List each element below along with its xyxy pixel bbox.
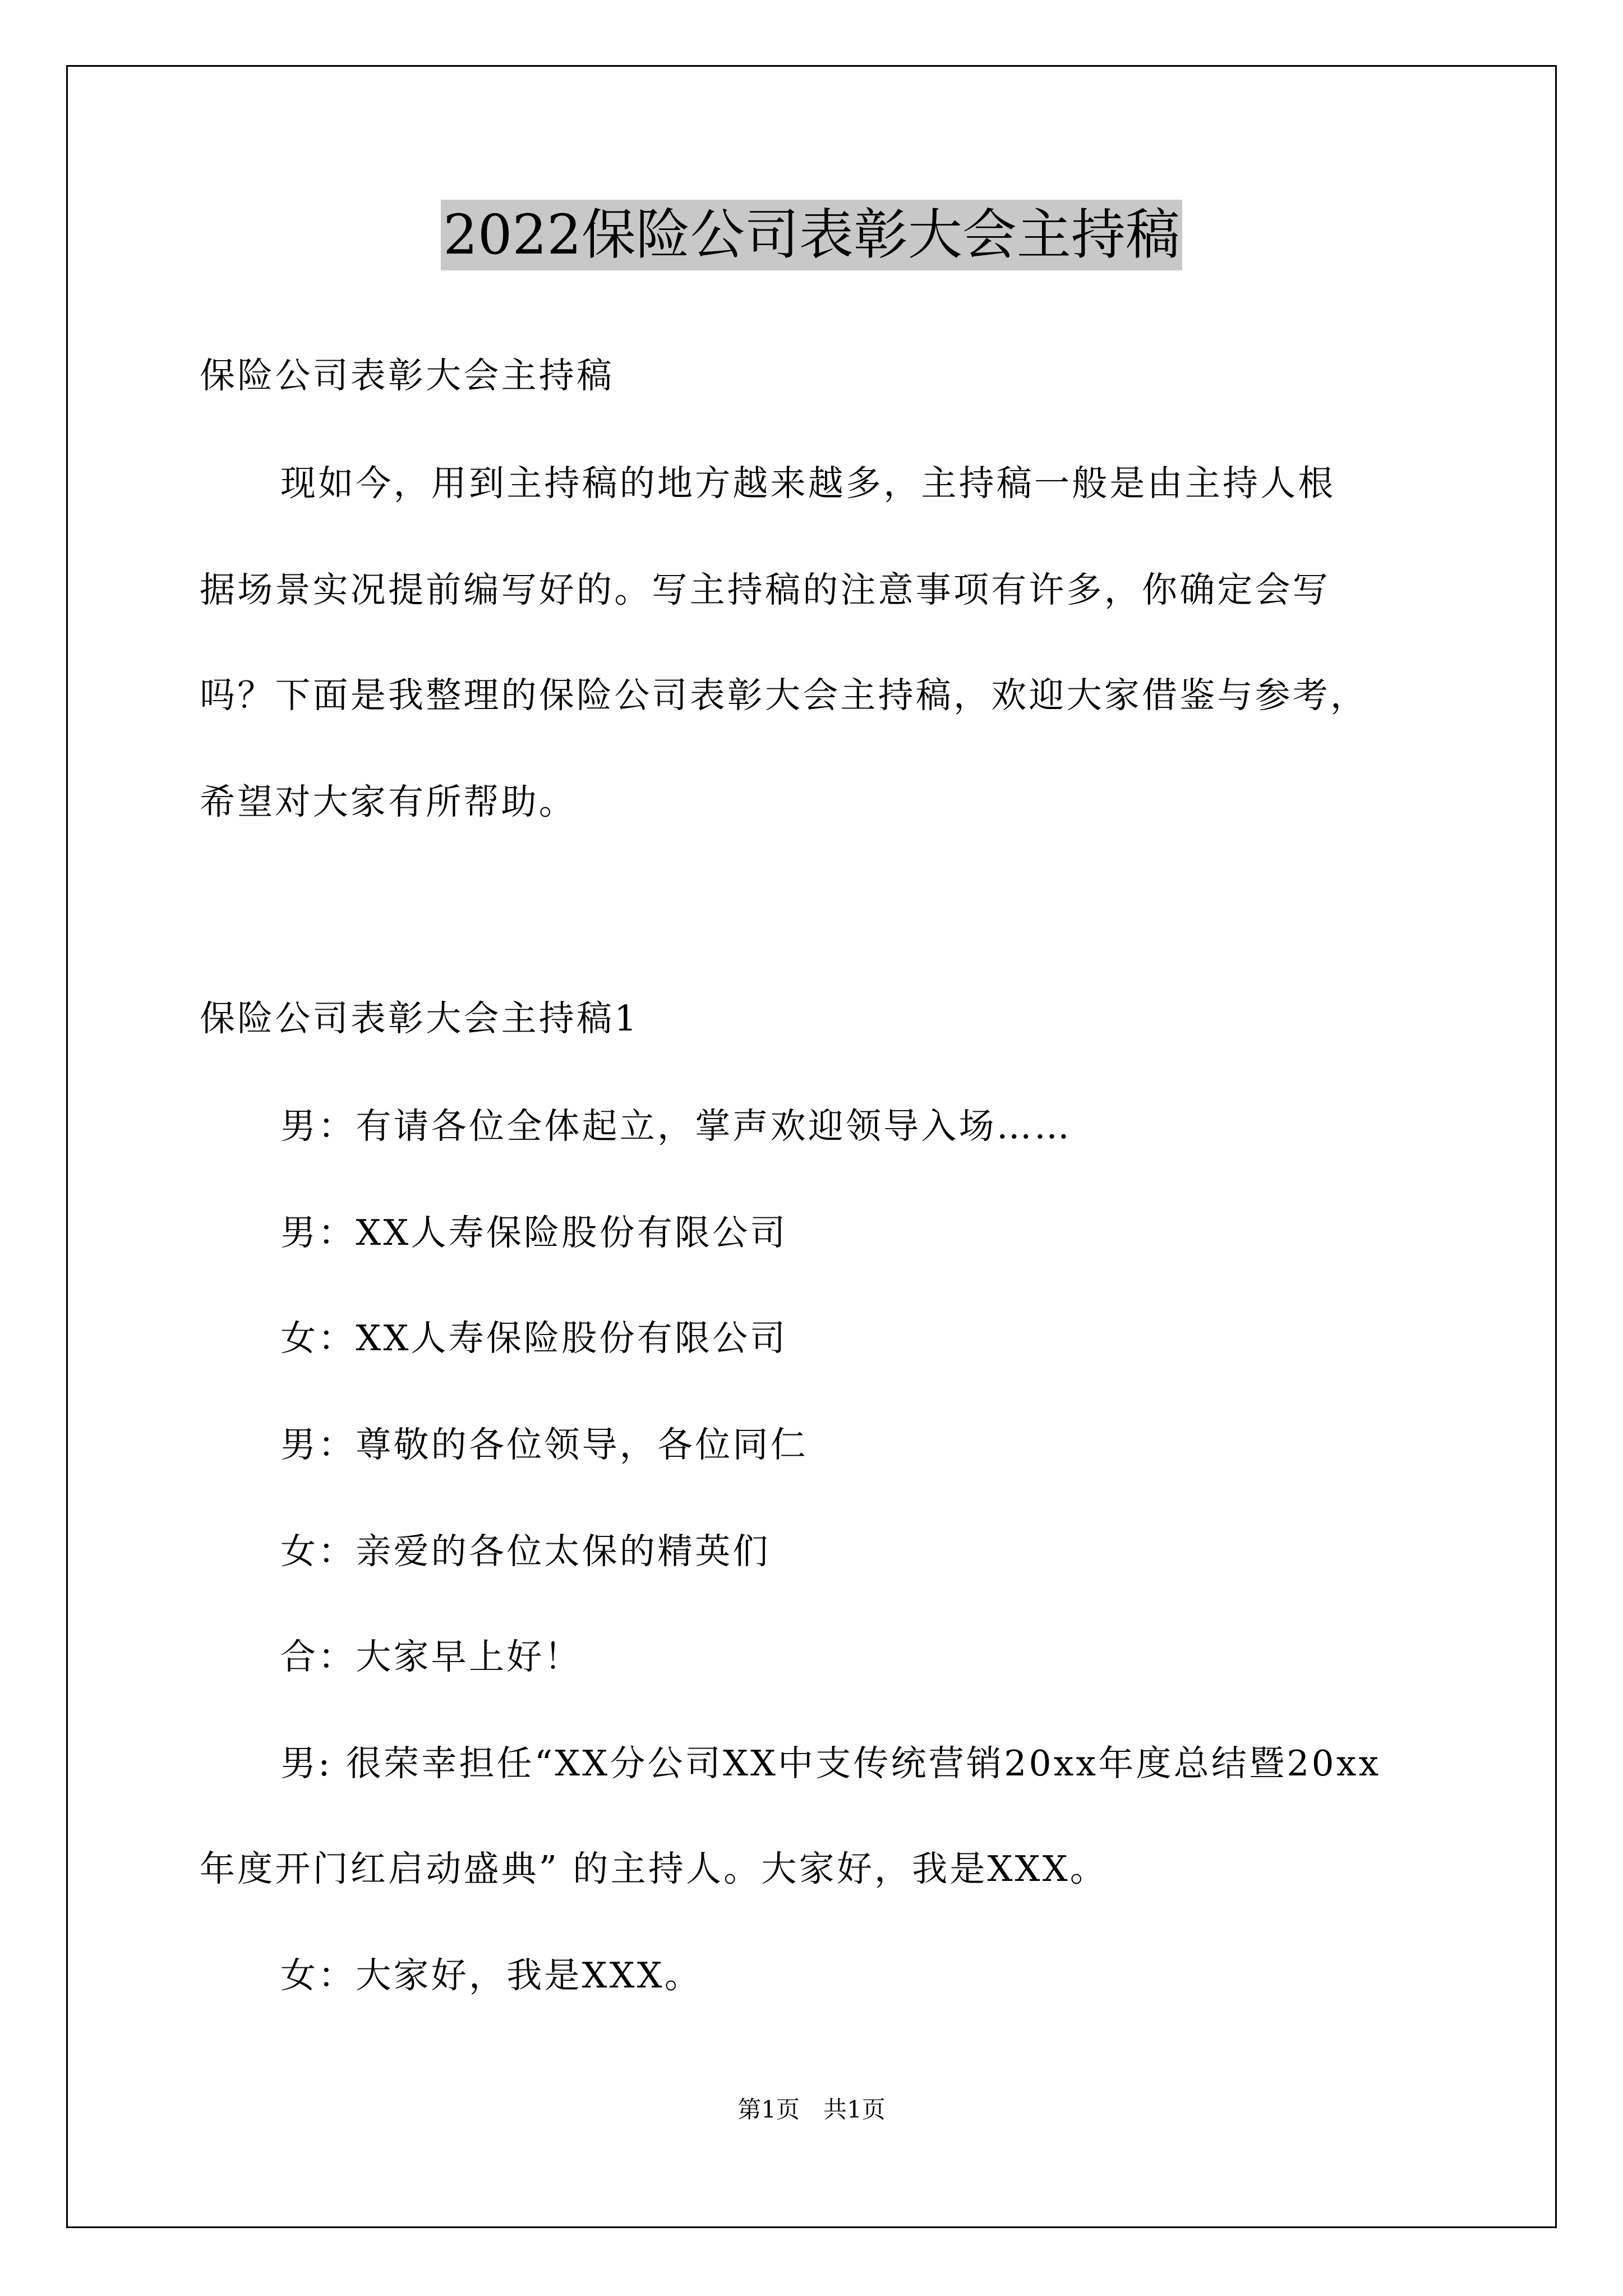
script-line-5: 女：亲爱的各位太保的精英们: [280, 1531, 771, 1572]
script-line-7: 男: 很荣幸担任“XX分公司XX中支传统营销20xx年度总结暨20xx: [280, 1743, 1381, 1784]
intro-line-2: 据场景实况提前编写好的。写主持稿的注意事项有许多，你确定会写: [200, 569, 1330, 610]
page-footer: 第1页 共1页: [737, 2096, 886, 2123]
intro-line-1: 现如今，用到主持稿的地方越来越多，主持稿一般是由主持人根: [280, 463, 1336, 504]
script-line-3: 女：XX人寿保险股份有限公司: [280, 1318, 788, 1359]
script-line-4: 男：尊敬的各位领导，各位同仁: [280, 1424, 808, 1465]
script-line-8: 年度开门红启动盛典” 的主持人。大家好，我是XXX。: [200, 1848, 1108, 1889]
title-container: [0, 200, 1623, 270]
script-line-1: 男：有请各位全体起立，掌声欢迎领导入场……: [280, 1106, 1072, 1147]
document-title: 2022保险公司表彰大会主持稿: [441, 200, 1182, 270]
section-heading: 保险公司表彰大会主持稿1: [200, 998, 639, 1039]
intro-line-4: 希望对大家有所帮助。: [200, 781, 577, 822]
script-line-2: 男：XX人寿保险股份有限公司: [280, 1212, 788, 1253]
intro-line-3: 吗？下面是我整理的保险公司表彰大会主持稿，欢迎大家借鉴与参考，: [200, 675, 1368, 716]
document-subtitle: 保险公司表彰大会主持稿: [200, 355, 615, 396]
script-line-9: 女：大家好，我是XXX。: [280, 1955, 702, 1996]
script-line-6: 合：大家早上好！: [280, 1636, 582, 1677]
